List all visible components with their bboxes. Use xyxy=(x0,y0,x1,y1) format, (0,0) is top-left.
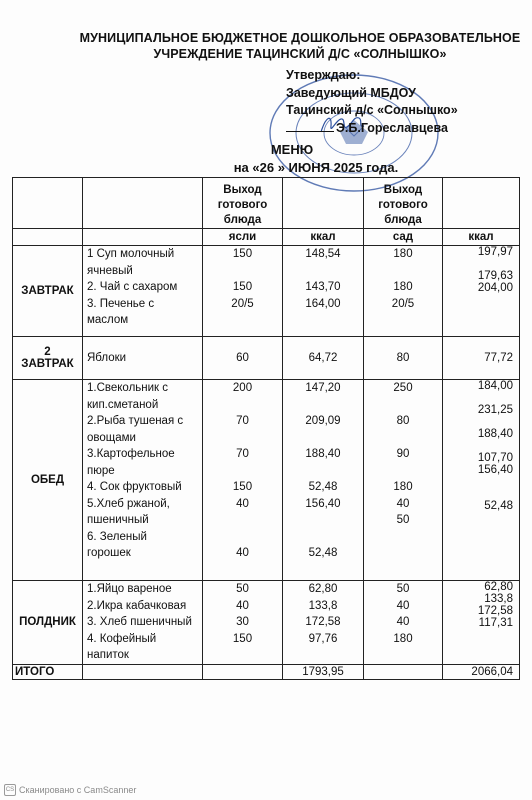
portion-value: 40 xyxy=(236,547,249,559)
portion-value xyxy=(205,263,280,280)
portion-value: 150 xyxy=(232,248,253,260)
spacer xyxy=(366,397,440,414)
kcal-value xyxy=(285,263,361,280)
portion-value: 40 xyxy=(236,599,249,612)
portion-value: 250 xyxy=(393,382,413,394)
garden-kcal xyxy=(443,246,520,337)
nursery-portions xyxy=(203,246,283,337)
menu-date: на «26 » ИЮНЯ 2025 года. xyxy=(233,160,399,175)
kcal-value: 133,8 xyxy=(308,599,338,612)
spacer xyxy=(445,392,513,404)
header-empty-cell xyxy=(83,178,203,229)
dish-line: маслом xyxy=(87,314,129,326)
dish-line: 4. Кофейный xyxy=(87,632,157,645)
meal-name: ОБЕД xyxy=(13,380,83,581)
kcal-value: 184,00 xyxy=(477,380,513,392)
total-empty-cell xyxy=(83,664,203,679)
portion-value: 70 xyxy=(236,448,249,460)
portion-value: 50 xyxy=(396,514,410,526)
kcal-value xyxy=(445,258,513,270)
garden-portions xyxy=(364,581,443,665)
portion-value: 40 xyxy=(236,497,249,510)
portion-value: 80 xyxy=(396,415,410,427)
table-row xyxy=(13,337,520,380)
nursery-kcal xyxy=(283,246,364,337)
subheader-nursery: ясли xyxy=(203,229,283,246)
header-empty-cell xyxy=(283,178,364,229)
subheader-empty-cell xyxy=(13,229,83,246)
portion-value: 200 xyxy=(232,382,253,394)
spacer xyxy=(445,440,513,452)
kcal-value: 172,58 xyxy=(305,616,341,628)
table-row xyxy=(13,246,520,337)
dish-line: 5.Хлеб ржаной, xyxy=(87,497,170,510)
portion-value: 150 xyxy=(232,632,253,645)
header-empty-cell xyxy=(443,178,520,229)
scanner-watermark xyxy=(4,784,136,796)
dish-line: горошек xyxy=(87,547,131,559)
dish-line: 3. Хлеб пшеничный xyxy=(87,616,192,628)
garden-kcal xyxy=(443,337,520,380)
dish-line: 1.Яйцо вареное xyxy=(87,583,172,595)
dish-line: 1 Суп молочный xyxy=(87,248,175,260)
kcal-value: 188,40 xyxy=(477,428,513,440)
spacer xyxy=(205,397,280,414)
kcal-value: 133,8 xyxy=(484,593,513,605)
nursery-kcal xyxy=(283,581,364,665)
portion-value: 60 xyxy=(236,351,249,364)
approver-organization: Тацинский д/с «Солнышко» xyxy=(286,103,458,117)
spacer xyxy=(205,463,280,480)
garden-portions xyxy=(364,380,443,581)
dish-list xyxy=(83,581,203,665)
table-row xyxy=(13,581,520,665)
dish-line: напиток xyxy=(87,649,129,661)
total-empty-cell xyxy=(364,664,443,679)
approve-label: Утверждаю: xyxy=(286,68,361,82)
portion-value: 150 xyxy=(232,481,253,493)
nursery-portions xyxy=(203,581,283,665)
portion-value: 150 xyxy=(232,281,253,293)
portion-value xyxy=(366,263,440,280)
portion-value: 40 xyxy=(396,599,410,612)
spacer xyxy=(285,463,361,480)
nursery-kcal xyxy=(283,380,364,581)
meal-name-line: 2 xyxy=(44,346,51,358)
portion-value: 50 xyxy=(396,583,410,595)
kcal-value: 52,48 xyxy=(308,481,338,493)
dish-list xyxy=(83,337,203,380)
spacer xyxy=(445,416,513,428)
kcal-value: 97,76 xyxy=(308,632,338,645)
kcal-value: 188,40 xyxy=(305,448,341,460)
header-yield-nursery: Выход готового блюда xyxy=(203,178,283,229)
table-subheader-row xyxy=(13,229,520,246)
garden-kcal xyxy=(443,581,520,665)
nursery-kcal xyxy=(283,337,364,380)
kcal-value: 62,80 xyxy=(484,581,513,593)
approval-block xyxy=(286,67,532,137)
meal-name-line: ЗАВТРАК xyxy=(21,358,74,370)
portion-value: 180 xyxy=(393,281,413,293)
dish-line: кип.сметаной xyxy=(87,398,159,411)
spacer xyxy=(445,476,513,488)
garden-kcal xyxy=(443,380,520,581)
portion-value: 90 xyxy=(396,448,410,460)
dish-line: 4. Сок фруктовый xyxy=(87,481,182,493)
kcal-value: 197,97 xyxy=(477,246,513,258)
portion-value: 40 xyxy=(396,616,410,628)
organization-header xyxy=(70,30,530,62)
subheader-kcal-garden: ккал xyxy=(443,229,520,246)
kcal-value: 107,70 xyxy=(477,452,513,464)
nursery-portions xyxy=(203,337,283,380)
table-header-row xyxy=(13,178,520,229)
portion-value: 40 xyxy=(396,497,410,510)
portion-value: 20/5 xyxy=(391,297,415,310)
kcal-value: 64,72 xyxy=(308,351,338,364)
dish-list xyxy=(83,246,203,337)
kcal-value: 172,58 xyxy=(477,605,513,617)
portion-value: 50 xyxy=(236,583,249,595)
total-kcal-nursery: 1793,95 xyxy=(283,664,364,679)
total-row xyxy=(13,664,520,679)
approver-position: Заведующий МБДОУ xyxy=(286,85,416,100)
menu-title: МЕНЮ xyxy=(270,142,314,157)
meal-name: ПОЛДНИК xyxy=(13,581,83,665)
portion-value: 180 xyxy=(393,248,413,260)
kcal-value: 179,63 xyxy=(477,270,513,282)
scanner-text: Сканировано с CamScanner xyxy=(19,785,137,795)
dish-line: 6. Зеленый xyxy=(87,530,147,543)
camscanner-icon: CS xyxy=(4,784,16,796)
dish-line: 2.Икра кабачковая xyxy=(87,599,187,612)
kcal-value: 62,80 xyxy=(308,583,338,595)
kcal-value: 156,40 xyxy=(477,464,513,476)
subheader-kcal-nursery: ккал xyxy=(283,229,364,246)
spacer xyxy=(205,529,280,546)
dish-line: 2.Рыба тушеная с xyxy=(87,415,184,427)
nursery-portions xyxy=(203,380,283,581)
subheader-empty-cell xyxy=(83,229,203,246)
kcal-value: 77,72 xyxy=(484,352,513,364)
spacer xyxy=(445,488,513,500)
meal-name: ЗАВТРАК xyxy=(13,246,83,337)
spacer xyxy=(205,430,280,447)
portion-value: 180 xyxy=(393,481,413,493)
signature-underline xyxy=(286,131,334,132)
dish-list xyxy=(83,380,203,581)
kcal-value: 204,00 xyxy=(477,282,513,294)
kcal-value: 143,70 xyxy=(305,281,341,293)
dish-line: 2. Чай с сахаром xyxy=(87,281,178,293)
org-line-1: МУНИЦИПАЛЬНОЕ БЮДЖЕТНОЕ ДОШКОЛЬНОЕ ОБРАЗОВАТЕЛЬНОЕ xyxy=(79,31,521,45)
dish-line: пшеничный xyxy=(87,514,149,526)
spacer xyxy=(285,529,361,546)
kcal-value: 164,00 xyxy=(305,297,341,310)
dish-line: овощами xyxy=(87,431,136,444)
header-empty-cell xyxy=(13,178,83,229)
total-label: ИТОГО xyxy=(13,664,83,679)
spacer xyxy=(366,463,440,480)
dish-line: 3. Печенье с xyxy=(87,297,155,310)
meal-name xyxy=(13,337,83,380)
spacer xyxy=(285,512,361,529)
dish-line: 3.Картофельное xyxy=(87,448,175,460)
garden-portions xyxy=(364,337,443,380)
menu-table xyxy=(12,177,520,680)
kcal-value: 147,20 xyxy=(305,382,341,394)
total-kcal-garden: 2066,04 xyxy=(443,664,520,679)
dish-line: Яблоки xyxy=(87,351,127,364)
kcal-value: 209,09 xyxy=(305,415,341,427)
approver-signature-line xyxy=(286,120,532,138)
dish-line: 1.Свекольник с xyxy=(87,382,169,394)
kcal-value: 148,54 xyxy=(305,248,341,260)
dish-line: пюре xyxy=(87,464,115,477)
org-line-2: УЧРЕЖДЕНИЕ ТАЦИНСКИЙ Д/С «СОЛНЫШКО» xyxy=(153,47,447,61)
approver-name: Э.Б.Гореславцева xyxy=(336,120,448,135)
portion-value: 20/5 xyxy=(231,297,254,310)
kcal-value: 52,48 xyxy=(308,547,338,559)
total-empty-cell xyxy=(203,664,283,679)
spacer xyxy=(285,397,361,414)
kcal-value: 231,25 xyxy=(477,404,513,416)
subheader-garden: сад xyxy=(364,229,443,246)
spacer xyxy=(285,430,361,447)
header-yield-garden: Выход готового блюда xyxy=(364,178,443,229)
portion-value: 70 xyxy=(236,415,249,427)
table-row xyxy=(13,380,520,581)
spacer xyxy=(366,430,440,447)
garden-portions xyxy=(364,246,443,337)
kcal-value: 52,48 xyxy=(484,500,513,512)
kcal-value: 117,31 xyxy=(478,617,513,629)
portion-value: 80 xyxy=(396,351,410,364)
portion-value: 180 xyxy=(393,632,413,645)
kcal-value: 156,40 xyxy=(305,497,341,510)
spacer xyxy=(205,512,280,529)
dish-line: ячневый xyxy=(87,264,133,277)
portion-value: 30 xyxy=(236,616,249,628)
